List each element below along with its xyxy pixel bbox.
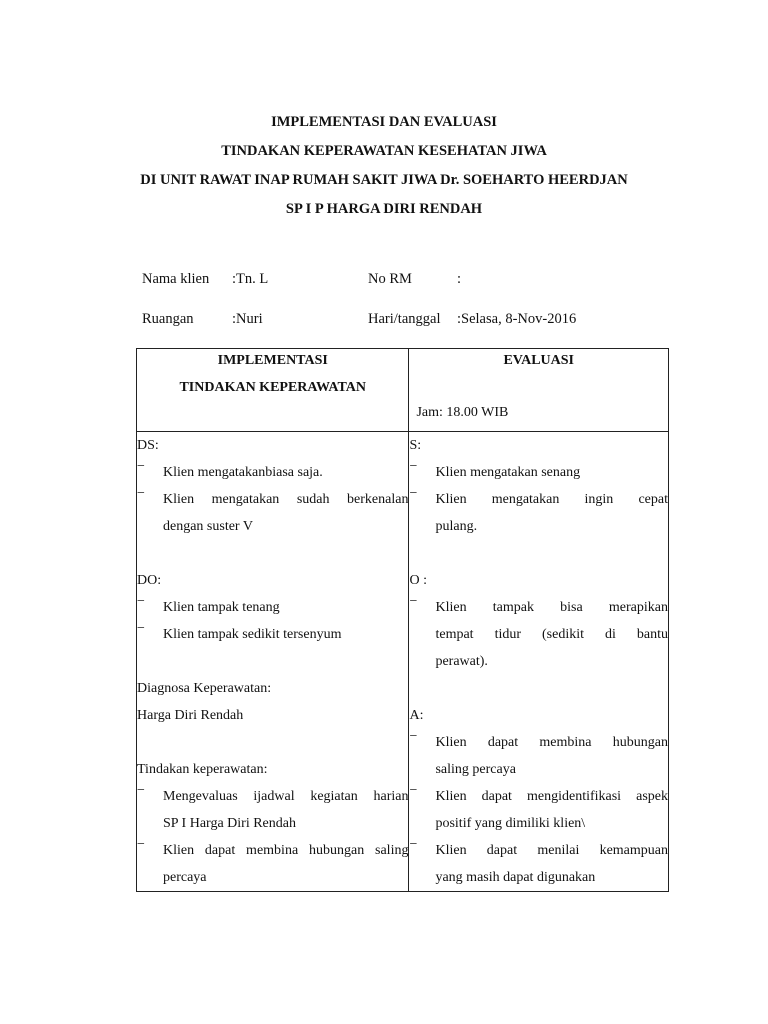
diagnosa-label: Diagnosa Keperawatan: (137, 681, 272, 696)
document-title (0, 108, 768, 224)
ds-item-2-line-2: dengan suster V (163, 519, 253, 534)
dash-bullet: − (137, 459, 145, 474)
dash-bullet: − (137, 837, 145, 852)
dash-bullet: − (409, 594, 418, 609)
a-item-2-line-1: Klien dapat mengidentifikasi aspek (435, 789, 668, 804)
list-item (137, 621, 408, 648)
dash-bullet: − (409, 783, 418, 798)
list-item (137, 783, 408, 837)
list-item (409, 783, 668, 837)
a-item-3-line-1: Klien dapat menilai kemampuan (435, 843, 668, 858)
nama-klien-value: :Tn. L (232, 271, 269, 287)
list-item (137, 486, 408, 540)
title-line-1: IMPLEMENTASI DAN EVALUASI (271, 114, 497, 130)
dash-bullet: − (409, 729, 418, 744)
s-item-2-line-2: pulang. (435, 519, 478, 534)
a-label: A: (409, 708, 424, 723)
tindakan-item-1-line-2: SP I Harga Diri Rendah (163, 816, 296, 831)
hari-tanggal-value: :Selasa, 8-Nov-2016 (457, 311, 577, 327)
dash-bullet: − (409, 486, 418, 501)
do-item-2: Klien tampak sedikit tersenyum (163, 627, 342, 642)
list-item (409, 486, 668, 540)
dash-bullet: − (409, 459, 418, 474)
jam-time: Jam: 18.00 WIB (416, 405, 509, 420)
do-label: DO: (137, 573, 162, 588)
ruangan-label: Ruangan (142, 311, 194, 327)
a-item-1-line-2: saling percaya (435, 762, 516, 777)
header-evaluasi (409, 349, 669, 432)
o-item-1-line-2: tempat tidur (sedikit di bantu (435, 627, 668, 642)
title-line-3: DI UNIT RAWAT INAP RUMAH SAKIT JIWA Dr. SOEHARTO HEERDJAN (140, 172, 628, 188)
table-body-row (137, 432, 669, 892)
hari-tanggal-label: Hari/tanggal (368, 311, 441, 327)
header-implementasi-line-2: TINDAKAN KEPERAWATAN (179, 380, 367, 395)
no-rm-value: : (457, 271, 462, 287)
tindakan-item-2-line-2: percaya (163, 870, 207, 885)
a-item-1-line-1: Klien dapat membina hubungan (435, 735, 668, 750)
header-implementasi-line-1: IMPLEMENTASI (217, 353, 328, 368)
dash-bullet: − (409, 837, 418, 852)
s-item-1: Klien mengatakan senang (435, 465, 581, 480)
tindakan-item-2-line-1: Klien dapat membina hubungan saling (163, 843, 409, 858)
s-item-2-line-1: Klien mengatakan ingin cepat (435, 492, 668, 507)
tindakan-item-1-line-1: Mengevaluas ijadwal kegiatan harian (163, 789, 409, 804)
ds-label: DS: (137, 438, 159, 453)
o-item-1-line-3: perawat). (435, 654, 488, 669)
dash-bullet: − (137, 783, 145, 798)
evaluasi-cell (409, 432, 669, 892)
header-evaluasi-label: EVALUASI (503, 353, 574, 368)
diagnosa-value: Harga Diri Rendah (137, 708, 244, 723)
implementasi-cell (137, 432, 409, 892)
dash-bullet: − (137, 486, 145, 501)
list-item (409, 837, 668, 891)
list-item (409, 459, 668, 486)
list-item (409, 729, 668, 783)
o-label: O : (409, 573, 427, 588)
nama-klien-label: Nama klien (142, 271, 210, 287)
s-label: S: (409, 438, 422, 453)
ds-item-1: Klien mengatakanbiasa saja. (163, 465, 323, 480)
header-implementasi (137, 349, 409, 432)
ds-item-2-line-1: Klien mengatakan sudah berkenalan (163, 492, 409, 507)
list-item (409, 594, 668, 675)
list-item (137, 837, 408, 891)
dash-bullet: − (137, 594, 145, 609)
ruangan-value: :Nuri (232, 311, 263, 327)
tindakan-label: Tindakan keperawatan: (137, 762, 268, 777)
a-item-3-line-2: yang masih dapat digunakan (435, 870, 596, 885)
title-line-2: TINDAKAN KEPERAWATAN KESEHATAN JIWA (221, 143, 547, 159)
no-rm-label: No RM (368, 271, 412, 287)
dash-bullet: − (137, 621, 145, 636)
a-item-2-line-2: positif yang dimiliki klien\ (435, 816, 586, 831)
list-item (137, 459, 408, 486)
o-item-1-line-1: Klien tampak bisa merapikan (435, 600, 668, 615)
title-line-4: SP I P HARGA DIRI RENDAH (285, 201, 483, 217)
do-item-1: Klien tampak tenang (163, 600, 280, 615)
implementation-evaluation-table (136, 348, 669, 892)
table-header-row (137, 349, 669, 432)
list-item (137, 594, 408, 621)
